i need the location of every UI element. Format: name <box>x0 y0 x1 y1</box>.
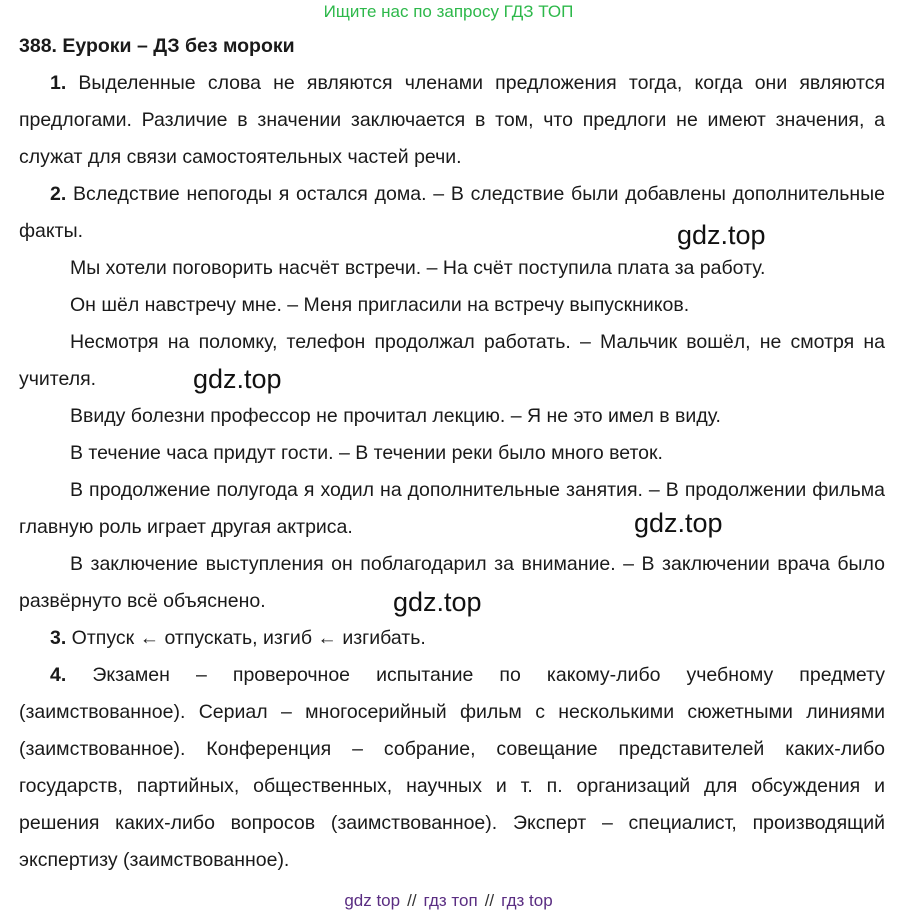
example-line: Ввиду болезни профессор не прочитал лекцию. – Я не это имел в виду. <box>70 405 721 427</box>
answer-item-1 <box>19 65 885 176</box>
item-text: Экзамен – проверочное испытание по какому-либо учебному предмету (заимствованное). Сериал – многосерийный фильм с несколькими сюжетными линиями (заимствованное). Конференция – собрание, совещание представителей каких-либо государств, партийных, общественных, научных и т. п. организаций для обсуждения и решения каких-либо вопросов (заимствованное). Эксперт – специалист, производящий экспертизу (заимствованное). <box>19 664 885 871</box>
example-line: Несмотря на поломку, телефон продолжал работать. – Мальчик вошёл, не смотря на учителя. <box>19 331 885 390</box>
footer-separator: // <box>484 891 495 910</box>
footer-link-gdz-top[interactable]: gdz top <box>344 891 401 910</box>
example-line: Мы хотели поговорить насчёт встречи. – На счёт поступила плата за работу. <box>70 257 766 279</box>
example-line: В продолжение полугода я ходил на дополнительные занятия. – В продолжении фильма главную роль играет другая актриса. <box>19 479 885 538</box>
watermark: gdz.top <box>634 508 723 538</box>
example-line: Он шёл навстречу мне. – Меня пригласили на встречу выпускников. <box>70 294 690 316</box>
top-banner[interactable]: Ищите нас по запросу ГДЗ ТОП <box>323 2 574 21</box>
footer-link-gdz-top-mixed[interactable]: гдз top <box>501 891 553 910</box>
watermark: gdz.top <box>677 220 766 250</box>
page-title: 388. Еуроки – ДЗ без мороки <box>19 35 295 57</box>
item-text: Выделенные слова не являются членами предложения тогда, когда они являются предлогами. Различие в значении заключается в том, что предлоги не имеют значения, а служат для связи самостоятельных частей речи. <box>19 72 885 168</box>
answer-item-3 <box>19 620 885 657</box>
item-number: 2. <box>50 183 67 205</box>
document-body <box>19 28 885 879</box>
item-number: 1. <box>50 72 67 94</box>
watermark: gdz.top <box>193 364 282 394</box>
example-line: В заключение выступления он поблагодарил за внимание. – В заключении врача было развёрнуто всё объяснено. <box>19 553 885 612</box>
example-line: В течение часа придут гости. – В течении реки было много веток. <box>70 442 663 464</box>
item-text: Вследствие непогоды я остался дома. – В следствие были добавлены дополнительные факты. <box>19 183 885 242</box>
footer-separator: // <box>407 891 417 910</box>
watermark: gdz.top <box>393 587 482 617</box>
item-number: 4. <box>50 664 67 686</box>
footer-link-gdz-top-cyrillic[interactable]: гдз топ <box>423 891 478 910</box>
answer-item-4 <box>19 657 885 879</box>
footer-links <box>0 890 897 912</box>
item-number: 3. <box>50 627 67 649</box>
item-text: Отпуск ← отпускать, изгиб ← изгибать. <box>66 627 426 649</box>
